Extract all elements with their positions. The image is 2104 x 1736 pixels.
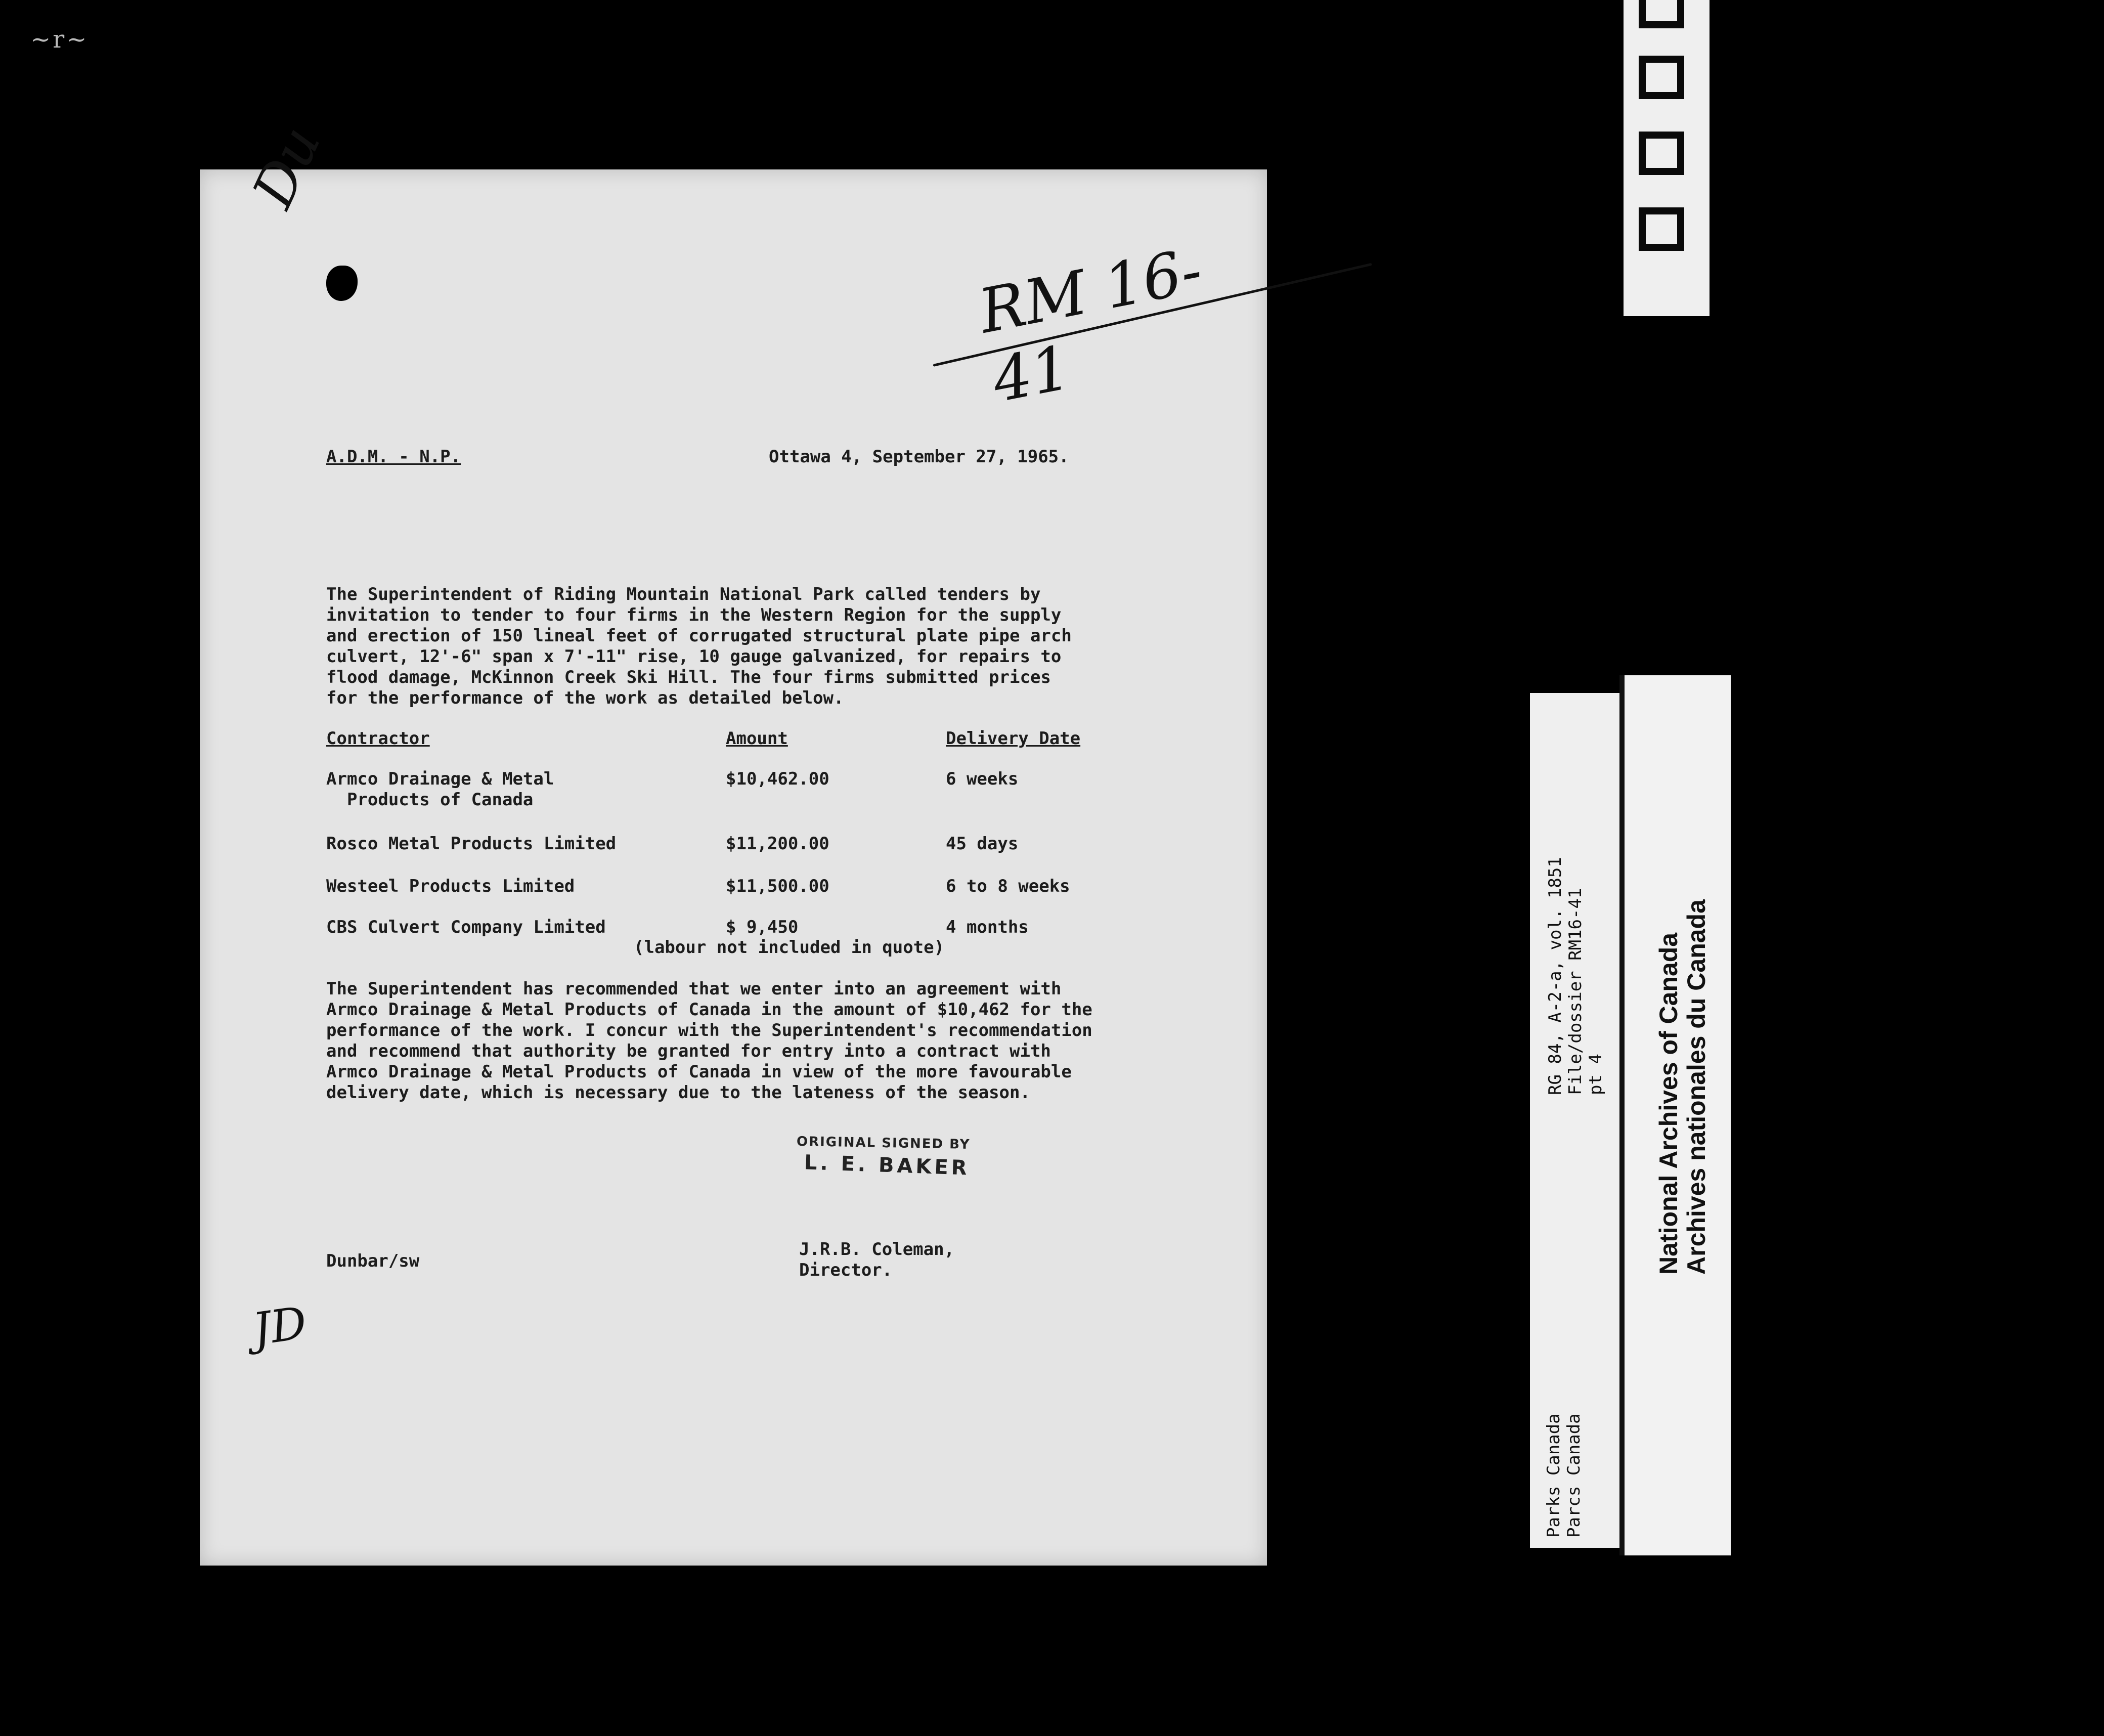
agency-name-en: Parks Canada bbox=[1544, 1413, 1564, 1538]
paragraph-line: culvert, 12'-6" span x 7'-11" rise, 10 gauge galvanized, for repairs to bbox=[326, 646, 1062, 667]
paragraph-line: and erection of 150 lineal feet of corrugated structural plate pipe arch bbox=[326, 626, 1072, 646]
paragraph-line: invitation to tender to four firms in the Western Region for the supply bbox=[326, 605, 1062, 625]
amount-cell: $11,500.00 bbox=[726, 876, 829, 896]
table-row bbox=[326, 834, 1237, 879]
contractor-cell: CBS Culvert Company Limited bbox=[326, 917, 606, 937]
paragraph-line: and recommend that authority be granted for entry into a contract with bbox=[326, 1041, 1051, 1061]
handwritten-initials: JD bbox=[249, 1296, 310, 1356]
table-row bbox=[326, 769, 1237, 814]
amount-cell: $11,200.00 bbox=[726, 834, 829, 854]
paragraph-line: Armco Drainage & Metal Products of Canada in the amount of $10,462 for the bbox=[326, 1000, 1092, 1020]
memo-reference: A.D.M. - N.P. bbox=[326, 447, 461, 467]
delivery-cell: 6 to 8 weeks bbox=[946, 876, 1070, 896]
frame-marker bbox=[1639, 132, 1684, 175]
amount-cell: $10,462.00 bbox=[726, 769, 829, 789]
archives-name-fr: Archives nationales du Canada bbox=[1682, 899, 1711, 1275]
paragraph-line: The Superintendent has recommended that we enter into an agreement with bbox=[326, 979, 1062, 999]
paragraph-line: flood damage, McKinnon Creek Ski Hill. The four firms submitted prices bbox=[326, 667, 1051, 687]
paragraph-recommendation bbox=[326, 979, 1092, 1103]
signatory-name: J.R.B. Coleman, bbox=[799, 1239, 955, 1260]
paragraph-line: performance of the work. I concur with the Superintendent's recommendation bbox=[326, 1020, 1092, 1040]
signatory-title: Director. bbox=[799, 1260, 893, 1280]
punch-hole bbox=[326, 266, 358, 301]
frame-marker bbox=[1639, 56, 1684, 99]
table-row bbox=[326, 876, 1237, 922]
archive-reference-line: pt 4 bbox=[1586, 1054, 1606, 1095]
amount-cell: $ 9,450 bbox=[726, 917, 799, 937]
archive-reference-line: RG 84, A-2-a, vol. 1851 bbox=[1545, 857, 1565, 1095]
paragraph-line: The Superintendent of Riding Mountain National Park called tenders by bbox=[326, 584, 1041, 604]
archive-reference-line: File/dossier RM16-41 bbox=[1565, 888, 1586, 1095]
stamp-line-1: ORIGINAL SIGNED BY bbox=[796, 1134, 971, 1152]
archives-name-en: National Archives of Canada bbox=[1654, 932, 1683, 1275]
stamp-line-2: L. E. BAKER bbox=[804, 1151, 971, 1180]
paragraph-line: for the performance of the work as detailed below. bbox=[326, 688, 844, 708]
contractor-name-continued: Products of Canada bbox=[326, 790, 534, 810]
table-header-delivery-date: Delivery Date bbox=[946, 728, 1081, 749]
delivery-cell: 45 days bbox=[946, 834, 1019, 854]
agency-name-fr: Parcs Canada bbox=[1564, 1413, 1584, 1538]
contractor-cell: Westeel Products Limited bbox=[326, 876, 575, 896]
frame-marker bbox=[1639, 0, 1684, 28]
frame-marker bbox=[1639, 207, 1684, 251]
delivery-cell: 6 weeks bbox=[946, 769, 1019, 789]
contractor-name: Armco Drainage & Metal bbox=[326, 769, 554, 789]
table-header-contractor: Contractor bbox=[326, 728, 430, 749]
contractor-cell: Rosco Metal Products Limited bbox=[326, 834, 617, 854]
table-note: (labour not included in quote) bbox=[634, 937, 945, 958]
film-frame-strip bbox=[1624, 0, 1710, 316]
paragraph-line: Armco Drainage & Metal Products of Canada in view of the more favourable bbox=[326, 1062, 1072, 1082]
typist-reference: Dunbar/sw bbox=[326, 1251, 420, 1271]
film-edge-mark: ~r~ bbox=[30, 25, 89, 54]
handwritten-corner-note: Du bbox=[240, 116, 333, 218]
handwritten-file-number: RM 16-41 bbox=[974, 235, 1208, 416]
paragraph-tender-summary bbox=[326, 584, 1072, 709]
memo-date: Ottawa 4, September 27, 1965. bbox=[769, 447, 1069, 467]
paragraph-line: delivery date, which is necessary due to the lateness of the season. bbox=[326, 1082, 1030, 1103]
delivery-cell: 4 months bbox=[946, 917, 1029, 937]
contractor-cell bbox=[326, 769, 554, 810]
document-page bbox=[200, 116, 1267, 1566]
table-header-amount: Amount bbox=[726, 728, 788, 749]
signature-stamp bbox=[796, 1134, 971, 1180]
